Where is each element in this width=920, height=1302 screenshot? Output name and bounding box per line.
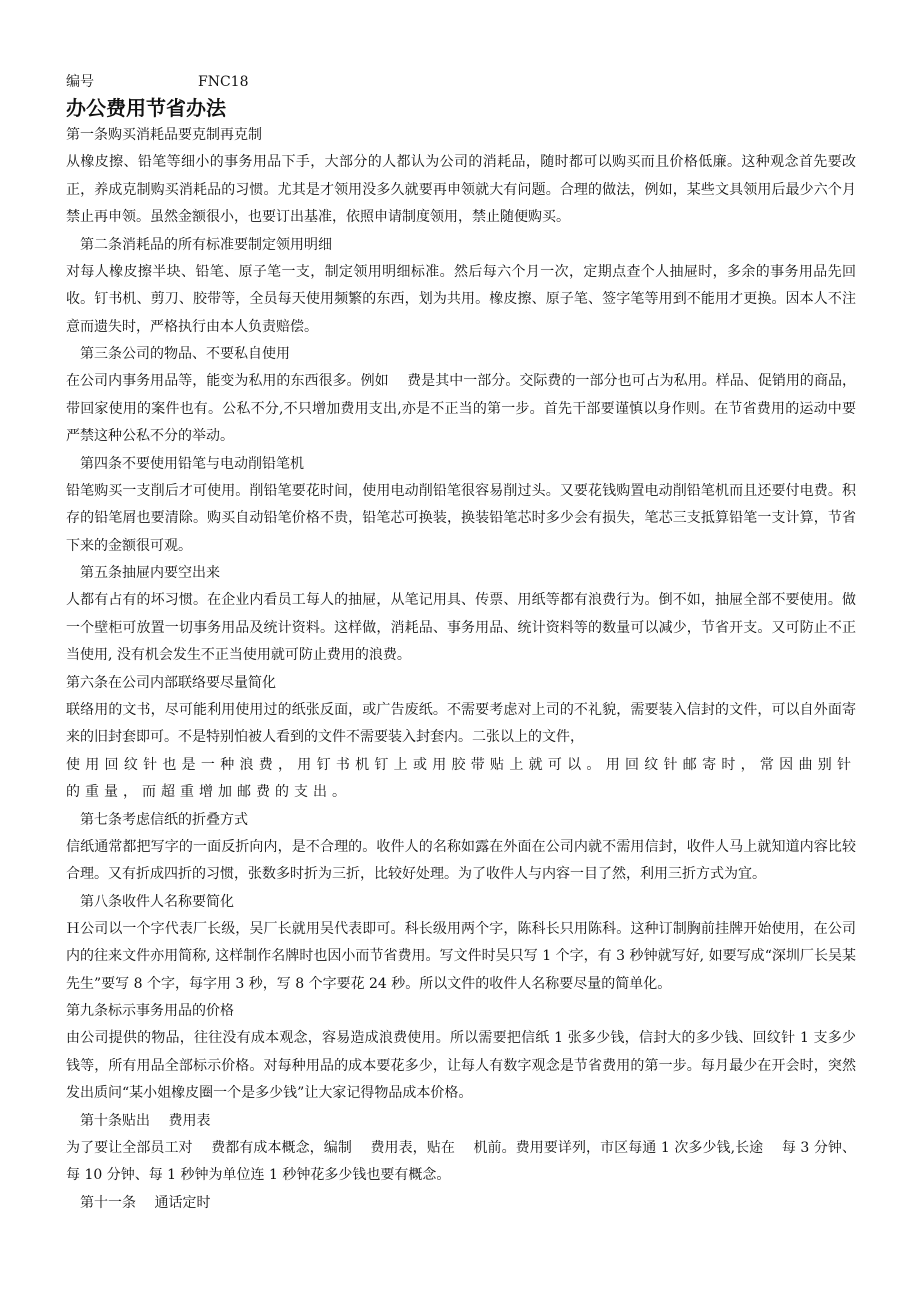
article-heading: 第七条考虑信纸的折叠方式	[80, 811, 248, 828]
article-6	[66, 670, 856, 807]
document-code-line	[66, 70, 856, 94]
article-paragraph: 对每人橡皮擦半块、铅笔、原子笔一支，制定领用明细标准。然后每六个月一次，定期点查个人抽屉时，多余的事务用品先回收。钉书机、剪刀、胶带等，全员每天使用频繁的东西，划为共用。橡皮擦、原子笔、签字笔等用到不能用才更换。因本人不注意而遗失时，严格执行由本人负责赔偿。	[66, 263, 856, 335]
article-5	[66, 560, 856, 670]
article-2	[66, 232, 856, 342]
article-paragraph: 从橡皮擦、铅笔等细小的事务用品下手，大部分的人都认为公司的消耗品，随时都可以购买而且价格低廉。这种观念首先要改正，养成克制购买消耗品的习惯。尤其是才领用没多久就要再申领就大有问题。合理的做法，例如，某些文具领用后最少六个月禁止再申领。虽然金额很小，也要订出基准，依照申请制度领用，禁止随便购买。	[66, 154, 856, 225]
article-paragraph: Ｈ公司以一个字代表厂长级，吴厂长就用吴代表即可。科长级用两个字，陈科长只用陈科。这种订制胸前挂牌开始使用，在公司内的往来文件亦用简称, 这样制作名牌时也因小而节省费用。写文件时吴只写 1 个字，有 3 秒钟就写好, 如要写成“深圳厂长吴某先生”要写 8 个字，每字用 3 秒，写 8 个字要花 24 秒。所以文件的收件人名称要尽量的简单化。	[66, 920, 856, 992]
article-paragraph: 铅笔购买一支削后才可使用。削铅笔要花时间，使用电动削铅笔很容易削过头。又要花钱购置电动削铅笔机而且还要付电费。积存的铅笔屑也要清除。购买自动铅笔价格不贵，铅笔芯可换装，换装铅笔芯时多少会有损失，笔芯三支抵算铅笔一支计算，节省下来的金额很可观。	[66, 482, 856, 554]
article-paragraph: 由公司提供的物品，往往没有成本观念，容易造成浪费使用。所以需要把信纸 1 张多少钱，信封大的多少钱、回纹针 1 支多少钱等，所有用品全部标示价格。对每种用品的成本要花多少，让每人有数字观念是节省费用的第一步。每月最少在开会时，突然发出质问“某小姐橡皮圈一个是多少钱”让大家记得物品成本价格。	[66, 1030, 856, 1101]
article-10	[66, 1108, 856, 1190]
article-heading: 第一条购买消耗品要克制再克制	[66, 127, 262, 143]
article-heading: 第十一条 通话定时	[80, 1194, 211, 1211]
article-paragraph: 联络用的文书，尽可能利用使用过的纸张反面，或广告废纸。不需要考虑对上司的不礼貌，需要装入信封的文件，可以自外面寄来的旧封套即可。不是特别怕被人看到的文件不需要装入封套内。二张以上的文件，	[66, 701, 856, 745]
article-heading: 第三条公司的物品、不要私自使用	[80, 346, 290, 362]
article-1	[66, 122, 856, 232]
article-heading: 第十条贴出 费用表	[80, 1112, 211, 1129]
article-4	[66, 451, 856, 561]
article-paragraph: 为了要让全部员工对 费都有成本概念，编制 费用表，贴在 机前。费用要详列，市区每通 1 次多少钱,长途 每 3 分钟、每 10 分钟、每 1 秒钟为单位连 1 秒钟花多少钱也要有概念。	[66, 1139, 856, 1183]
article-heading: 第六条在公司内部联络要尽量简化	[66, 674, 276, 691]
article-8	[66, 889, 856, 999]
document-title: 办公费用节省办法	[66, 96, 226, 120]
article-paragraph: 使用回纹针也是一种浪费，用钉书机钉上或用胶带贴上就可以。用回纹针邮寄时，常因曲别针的重量，而超重增加邮费的支出。	[66, 756, 856, 800]
document-code-value: FNC18	[198, 74, 249, 90]
document-code-label: 编号	[66, 74, 94, 90]
article-paragraph: 信纸通常都把写字的一面反折向内，是不合理的。收件人的名称如露在外面在公司内就不需用信封，收件人马上就知道内容比较合理。又有折成四折的习惯，张数多时折为三折，比较好处理。为了收件人与内容一目了然，利用三折方式为宜。	[66, 838, 856, 882]
article-heading: 第八条收件人名称要简化	[80, 893, 234, 910]
article-3	[66, 341, 856, 451]
document-page	[66, 70, 856, 1217]
article-paragraph: 人都有占有的坏习惯。在企业内看员工每人的抽屉，从笔记用具、传票、用纸等都有浪费行为。倒不如，抽屉全部不要使用。做一个壁柜可放置一切事务用品及统计资料。这样做，消耗品、事务用品、统计资料等的数量可以减少，节省开支。又可防止不正当使用, 没有机会发生不正当使用就可防止费用的浪费。	[66, 592, 856, 663]
article-11	[66, 1190, 856, 1217]
article-heading: 第二条消耗品的所有标准要制定领用明细	[80, 236, 332, 253]
article-paragraph: 在公司内事务用品等，能变为私用的东西很多。例如 费是其中一部分。交际费的一部分也可占为私用。样品、促销用的商品，带回家使用的案件也有。公私不分,不只增加费用支出,亦是不正当的第一步。首先干部要谨慎以身作则。在节省费用的运动中要严禁这种公私不分的举动。	[66, 373, 856, 444]
article-9	[66, 998, 856, 1108]
article-heading: 第九条标示事务用品的价格	[66, 1003, 234, 1019]
article-7	[66, 807, 856, 889]
article-heading: 第五条抽屉内要空出来	[80, 565, 220, 581]
article-heading: 第四条不要使用铅笔与电动削铅笔机	[80, 455, 304, 472]
